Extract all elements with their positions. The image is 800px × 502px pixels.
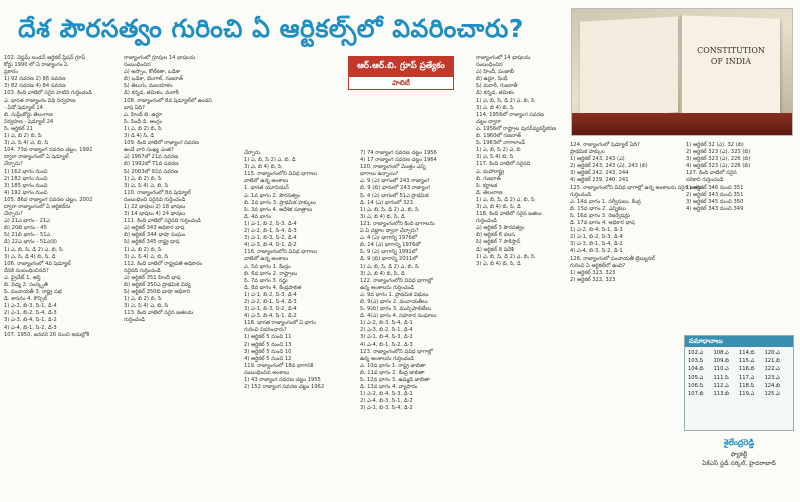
question-line: కోర్టు 1990 లో ఏ రాజ్యాంగం ఏ bbox=[4, 62, 68, 69]
question-line: డి. 17వ భాగం 4. అధికార భాష bbox=[570, 220, 635, 227]
question-line: 108. రాజ్యాంగంలో 8వ షెడ్యూల్‌లో ఉండని bbox=[124, 97, 212, 104]
question-line: - ఏడో షెడ్యూల్ 14 bbox=[4, 104, 43, 111]
question-line: సి. కర్ణాటక bbox=[476, 182, 498, 189]
question-line: 4) ఆర్టికల్ 343 నుంచి 349 bbox=[686, 205, 744, 212]
question-columns bbox=[4, 55, 566, 500]
question-line: డి. తెలంగాణ bbox=[476, 189, 503, 196]
question-line: 2) ఎ-2, బి-1, సి-4, డి-3 bbox=[244, 228, 297, 235]
question-line: డి) ఆర్టికల్ 8 విదేశీ bbox=[476, 246, 514, 253]
answer-item: 124.బి bbox=[764, 382, 781, 389]
column-2 bbox=[124, 55, 240, 500]
question-line: 113. కింది వాటిలో సరైన జతలను bbox=[124, 310, 194, 317]
question-line: 1. భారత యూనియన్ bbox=[244, 185, 289, 192]
question-line: 111. కింది వాటిలో సరైనది గుర్తించండి bbox=[124, 218, 201, 225]
question-line: 4) ఎ-3, బి-4, సి-1, డి-2 bbox=[244, 313, 297, 320]
author-name: శైలేంద్రరెడ్డి bbox=[723, 438, 755, 447]
question-line: సి. 7వ భాగం 3. రద్దు bbox=[244, 277, 288, 284]
answer-item: 107.బి bbox=[688, 391, 704, 398]
question-line: 2) ఆర్టికల్ 243, 243 (ఎ), 243 (బి) bbox=[570, 163, 648, 170]
question-line: 4) ఆర్టికల్ 239, 240, 241 bbox=[570, 177, 629, 184]
question-line: 106. రాజ్యాంగంలో 4వ షెడ్యూల్ bbox=[4, 260, 71, 267]
question-line: బి. 1960లో గుజరాత్ bbox=[476, 133, 521, 140]
book-cover-base bbox=[572, 113, 792, 135]
author-role: ఫ్యాకల్టీ bbox=[730, 451, 748, 458]
question-line: ఎ. 1956లో రాష్ట్రాల పునర్‌వ్యవస్థీకరణ bbox=[476, 125, 557, 132]
question-line: 7) 74 రాజ్యాంగ సవరణ చట్టం 1956 bbox=[360, 150, 437, 156]
question-line: బి) 20బి భాగం - 45 bbox=[4, 225, 47, 232]
question-line: ఉండే వారి సంఖ్య ఎంత? bbox=[124, 147, 174, 154]
question-line: 2) ఎ-1, బి-2, సి-4, డి-3 bbox=[4, 310, 57, 317]
question-line: 110. రాజ్యాంగంలో 8వ షెడ్యూల్ bbox=[124, 189, 191, 196]
question-line: 1) ఆర్టికల్ 32 (ఎ), 32 (బి) bbox=[686, 142, 744, 148]
question-line: 1) ఎ-2, బి-3, సి-4, డి-1 bbox=[360, 320, 413, 327]
question-line: 3) ఎ-3, బి-1, సి-4, డి-2 bbox=[570, 241, 623, 248]
question-line: 1) ఎ, బి 2) బి, సి bbox=[124, 125, 162, 132]
question-line: సి) తెలుగు, మలయాళం bbox=[124, 83, 173, 90]
question-line: డి. శాసనం 4. కౌన్సిల్ bbox=[4, 296, 48, 303]
question-line: 2) ఆర్టికల్ 5 నుంచి 13 bbox=[244, 341, 292, 348]
question-line: 3) ఎ, సి, డి 4) బి, సి, డి bbox=[4, 253, 56, 260]
answers-box bbox=[684, 335, 794, 431]
question-line: 1) ఎ, బి, సి 2) ఎ, బి bbox=[476, 147, 521, 154]
question-line: 4) ఎ-4, బి-3, సి-2, డి-1 bbox=[570, 248, 623, 255]
question-line: 125. రాజ్యాంగంలోని వివిధ భాగాల్లో ఉన్న అంశాలను సరైన జతలు bbox=[570, 184, 703, 191]
question-line: 103. కింది వాటిలో సరైన వాటిని గుర్తించండి bbox=[4, 90, 92, 97]
question-line: బి) ఉర్దూ, సింధీ bbox=[476, 76, 508, 83]
answer-item: 117.ఎ bbox=[739, 374, 755, 381]
question-line: 4) ఆర్టికల్ 5 నుంచి 12 bbox=[244, 355, 292, 362]
question-line: 3) డి 4) సి, డి bbox=[124, 133, 155, 140]
question-line: 3) ఆర్టికల్ 323 (ఎ), 226 (బి) bbox=[686, 156, 751, 163]
question-line: 1) 92 సవరణ 2) 86 సవరణ bbox=[4, 76, 66, 83]
question-line: 1) ఎ-1, బి-2, సి-3, డి-4 bbox=[244, 291, 297, 298]
question-line: డి) 22ఎ భాగం - 51ఎ(కె) bbox=[4, 239, 57, 246]
question-line: 126. రాజ్యాంగంలో పంచాయతీ ట్రిబ్యునల్ bbox=[570, 255, 655, 262]
answer-item: 125.ఎ bbox=[764, 391, 780, 398]
question-line: 1) ఎ-2, బి-3, సి-1, డి-4 bbox=[4, 303, 57, 310]
question-line: ద్వారా రాజ్యాంగంలో ఏ ఆర్టికల్‌ను bbox=[4, 203, 71, 210]
question-line: ఎ. 9వ భాగం 1. ప్రాథమిక విధులు bbox=[360, 291, 429, 298]
question-line: 1) ఎ-1, బి-2, సి-3, డి-4 bbox=[244, 220, 297, 227]
question-line: 3) ఎ, బి 4) బి, సి, డి bbox=[476, 260, 521, 267]
question-line: బి. 2వ భాగం 3. ప్రాథమిక హక్కులు bbox=[244, 199, 316, 206]
question-line: ఎ. 9 (ఎ) భాగంలో 243 రాజ్యాంగ bbox=[360, 178, 430, 185]
question-line: రాజ్యాంగంలో 14 భాషలను bbox=[476, 55, 531, 61]
article-headline: దేశ పౌరసత్వం గురించి ఏ ఆర్టికల్స్‌లో వివరించారు? bbox=[18, 14, 524, 43]
question-line: 2) ఎ-1, బి-2, సి-3, డి-4 bbox=[570, 234, 623, 241]
question-line: 3) ఆర్టికల్ 5 నుంచి 10 bbox=[244, 348, 292, 355]
right-side-list bbox=[686, 142, 794, 213]
question-line: సి) 21బి భాగం - 51ఎ bbox=[4, 232, 51, 239]
question-line: సరికాని గుర్తించండి bbox=[686, 177, 724, 184]
question-line: సి. సింధీ డి. ఆంగ్లం bbox=[124, 118, 163, 125]
question-line: బి. 15వ భాగం 2. ఎన్నికలు bbox=[570, 205, 626, 212]
question-line: డి. 13వ భాగం 4. వ్యాపారం bbox=[360, 384, 418, 391]
question-line: 124. రాజ్యాంగంలో షెడ్యూల్ ఏది? bbox=[570, 142, 640, 148]
question-line: 3) ఎ, బి 4) బి, సి bbox=[476, 104, 514, 111]
question-line: డి. 4(ఎ) భాగం 4. సహకార సంఘాలు bbox=[360, 313, 437, 320]
question-line: 3) ఎ-1, బి-4, సి-3, డి-2 bbox=[360, 334, 413, 341]
answers-grid bbox=[685, 347, 793, 400]
question-line: ఎ. 14వ భాగం 1. సర్వీసులు, కేంద్ర bbox=[570, 198, 641, 205]
question-line: చేర్చారు? bbox=[4, 211, 23, 218]
question-line: 117. కింది వాటిలో సరైనది bbox=[476, 161, 531, 168]
answer-item: 104.బి bbox=[688, 366, 704, 373]
question-line: 121. రాజ్యాంగంలోని కింది భాగాలను bbox=[360, 220, 435, 227]
question-line: ఎ. 4 (ఎ) భాగాన్ని 1976లో bbox=[360, 235, 418, 242]
question-line: బి) ఆర్టికల్ 350ఎ ప్రాథమిక విద్య bbox=[124, 282, 191, 288]
question-line: గుర్తించండి bbox=[124, 317, 145, 324]
question-line: 1) ఎ, బి, సి, డి 2) ఎ, బి, సి bbox=[360, 263, 419, 270]
question-line: బి. 9(ఎ) భాగం 2. పంచాయతీలు bbox=[360, 298, 428, 305]
question-line: 4) 17 రాజ్యాంగ సవరణ చట్టం 1964 bbox=[360, 157, 437, 164]
question-line: గురించి వివరించారు? bbox=[244, 327, 287, 334]
column-5 bbox=[476, 55, 568, 500]
section-tag-subject: పాలిటీ bbox=[348, 76, 454, 90]
answer-item: 114.బి bbox=[739, 350, 755, 356]
question-line: ఎ) హిందీ, పంజాబీ bbox=[476, 69, 514, 76]
question-line: 2) ఎ-4, బి-3, సి-1, డి-2 bbox=[360, 398, 413, 405]
question-line: 1) ఎ, బి, సి, డి 2) ఎ, బి, సి bbox=[476, 196, 535, 203]
answer-item: 122.ఎ bbox=[764, 366, 780, 373]
answer-item: 115.ఎ bbox=[739, 358, 755, 365]
constitution-book-photo bbox=[571, 8, 793, 136]
answer-item: 102.ఎ bbox=[688, 350, 704, 356]
question-line: 1) 22 భాషలు 2) 18 భాషలు bbox=[124, 203, 186, 210]
book-title-text: CONSTITUTION OF INDIA bbox=[697, 46, 765, 66]
question-line: బి. 6వ భాగం 2. రాష్ట్రాలు bbox=[244, 270, 298, 277]
question-line: 1) ఆర్టికల్ 243, 243 (ఎ) bbox=[570, 156, 625, 163]
question-line: 1) ఎ-2, బి-4, సి-1, డి-3 bbox=[570, 227, 623, 234]
question-line: 1) ఎ, బి, సి, డి 2) ఎ, బి, సి bbox=[476, 97, 535, 104]
question-line: 118. భారత రాజ్యాంగంలో ఏ భాగం bbox=[244, 320, 316, 327]
question-line: 3) ఎ, బి 4) బి, సి, డి bbox=[360, 213, 405, 220]
question-line: బి. విద్య 2. సంస్కృతి bbox=[4, 282, 48, 288]
question-line: 127. కింది వాటిలో సరైన bbox=[686, 170, 737, 177]
question-line: 3) ఎ-3, బి-4, సి-1, డి-2 bbox=[4, 317, 57, 324]
book-left-page bbox=[580, 16, 678, 117]
question-line: ఎ) 21ఎ భాగం - 21ఎ bbox=[4, 218, 50, 225]
question-line: సంబంధించిన bbox=[124, 62, 151, 69]
question-line: సి. 16వ భాగం 3. రిజర్వేషన్లు bbox=[570, 212, 630, 219]
answer-item: 118.సి bbox=[739, 382, 755, 389]
question-line: 1) ఎ, బి, సి, డి 2) ఎ, బి, సి bbox=[4, 246, 63, 253]
question-line: ఎ. భారత రాజ్యాంగం విధి నిర్వహణ bbox=[4, 97, 76, 104]
question-line: సి. 12వ భాగం 3. ఉమ్మడి జాబితా bbox=[360, 377, 430, 383]
question-line: 2) 182 భాగం నుంచి bbox=[4, 175, 48, 182]
question-line: 3) ఎ, సి 4) ఎ, బి, సి bbox=[124, 303, 169, 310]
question-line: 1) ఆర్టికల్ 346 నుంచి 351 bbox=[686, 184, 744, 191]
question-line: బి. సుప్రీంకోర్టు తెలంగాణ bbox=[4, 111, 53, 118]
question-line: 3) 14 భాషలు 4) 24 భాషలు bbox=[124, 211, 186, 218]
question-line: ఎ. 10వ భాగం 1. రాష్ట్ర జాబితా bbox=[360, 362, 426, 369]
question-line: 4) ఆర్టికల్ 323 (ఎ), 226 (బి) bbox=[686, 163, 751, 170]
question-line: భాగాలు ఉన్నాయి? bbox=[360, 171, 399, 178]
question-line: 3) ఎ, సి 4) ఎ, బి, సి bbox=[124, 253, 169, 260]
question-line: ఎ) ఆర్టికల్ 343 అధికార భాష bbox=[124, 225, 185, 232]
question-line: ఉన్న అంశాలను గుర్తించండి bbox=[360, 355, 415, 362]
question-line: డి) కన్నడ, తమిళం, మరాఠీ bbox=[124, 90, 179, 97]
question-line: 1) 43 రాజ్యాంగ సవరణ చట్టం 1955 bbox=[244, 377, 321, 383]
question-line: బి) ఒడిశా, బెంగాల్, గుజరాత్ bbox=[124, 76, 183, 83]
question-line: ఎ. 5వ భాగం 1. కేంద్రం bbox=[244, 263, 291, 270]
question-line: 2) ఆర్టికల్ 343 నుంచి 351 bbox=[686, 191, 744, 198]
question-line: సంబంధించిన అంశాలు bbox=[244, 369, 290, 376]
question-line: బి) 1992లో 71వ సవరణ bbox=[124, 161, 179, 168]
question-line: 4) ఎ-4, బి-1, సి-2, డి-3 bbox=[360, 341, 413, 348]
column-4 bbox=[360, 150, 472, 500]
question-line: 112. కింది వాటిలో రాష్ట్రపతి అధికారం bbox=[124, 260, 203, 267]
question-line: 3) ఎ-1, బి-3, సి-4, డి-2 bbox=[360, 405, 413, 412]
answer-item: 110.ఎ bbox=[713, 366, 729, 373]
answers-heading: సమాధానాలు bbox=[685, 336, 793, 347]
column-3 bbox=[244, 150, 356, 500]
question-line: ఎ) 1967లో 21వ సవరణ bbox=[124, 154, 179, 161]
question-line: 105. 86వ రాజ్యాంగ సవరణ చట్టం, 2002 bbox=[4, 196, 93, 203]
answer-item: 105.ఎ bbox=[688, 374, 704, 381]
question-line: బి) ఆర్టికల్ 6 వలస bbox=[476, 232, 515, 239]
question-line: 2) ఆర్టికల్ 322, 323 bbox=[570, 276, 616, 283]
question-line: గురించి ఏ ఆర్టికల్‌లో ఉంది? bbox=[570, 262, 626, 269]
question-line: ఎ) ఆర్టికల్ 351 హిందీ భాష bbox=[124, 274, 181, 281]
question-line: ఎ. 1వ భాగం 2. పౌరసత్వం bbox=[244, 192, 300, 199]
answer-item: 120.ఎ bbox=[764, 350, 780, 356]
question-line: 1) ఆర్టికల్ 5 నుంచి 11 bbox=[244, 334, 292, 341]
question-line: 1) ఎ, బి 2) బి, సి bbox=[124, 175, 162, 182]
question-line: చేర్చారు. bbox=[244, 150, 262, 156]
question-line: ప్రాథమిక హక్కుల bbox=[570, 149, 605, 156]
question-line: 3) ఎ, సి 4) బి, సి bbox=[476, 154, 514, 161]
question-line: 1) ఎ, బి 2) బి, సి bbox=[124, 296, 162, 303]
question-line: ఏ ఏ చట్టాల ద్వారా చేర్చారు? bbox=[360, 228, 419, 235]
question-line: 102. వెస్టమ్ లండన్ ఆర్టికల్ స్లేషన్ గ్రూప్ bbox=[4, 55, 86, 61]
question-line: 1) ఆర్టికల్ 323, 323 bbox=[570, 269, 616, 276]
question-line: 1) ఎ, బి, సి, డి 2) ఎ, బి, సి bbox=[360, 206, 419, 213]
question-line: సి) మరాఠీ, గుజరాతీ bbox=[476, 83, 518, 90]
question-line: 2) ఎ-3, బి-2, సి-1, డి-4 bbox=[360, 327, 413, 334]
question-line: 3) ఎ-1, బి-3, సి-2, డి-4 bbox=[244, 306, 297, 313]
question-line: గుర్తించండి bbox=[476, 218, 497, 225]
question-line: 118. కింది వాటిలో సరైన జతలు bbox=[476, 211, 542, 218]
question-line: 120. రాజ్యాంగంలో మొత్తం ఎన్ని bbox=[360, 164, 426, 171]
question-line: డి. 9 (బి) భాగాన్ని 2011లో bbox=[360, 256, 418, 263]
question-line: సి. పంచాయతీ 3. రాష్ట్ర సభ bbox=[4, 289, 62, 296]
answer-item: 106.సి bbox=[688, 382, 704, 389]
section-tag-title: ఆర్.ఆర్.బి. గ్రూప్ ప్రత్యేకం bbox=[348, 56, 454, 76]
question-line: ఎ. హిందీ బి. ఉర్దూ bbox=[124, 111, 163, 118]
question-line: వాటిలో ఉన్న అంశాలు bbox=[244, 256, 289, 263]
question-line: 115. రాజ్యాంగంలోని వివిధ భాగాలు bbox=[244, 171, 318, 178]
question-line: సి. ఆర్టికల్ 21 bbox=[4, 125, 33, 132]
question-line: 1) ఎ, బి 2) బి, సి bbox=[4, 133, 42, 140]
question-line: 1) 162 భాగం నుంచి bbox=[4, 168, 48, 175]
answer-item: 111.సి bbox=[713, 374, 729, 381]
answer-item: 109.బి bbox=[713, 358, 730, 365]
question-line: 119. రాజ్యాంగంలో 18వ భాగానికి bbox=[244, 362, 314, 369]
question-line: 3) ఎ, బి 4) బి, సి, డి bbox=[476, 203, 521, 210]
question-line: 1) ఎ, బి, సి 2) ఎ, బి, డి bbox=[244, 157, 296, 164]
question-line: 3) ఎ, సి 4) ఎ, బి, సి bbox=[4, 140, 49, 147]
question-line: నిర్వహణ - షెడ్యూల్ 24 bbox=[4, 118, 54, 125]
question-line: డి) కన్నడ, తమిళం bbox=[476, 90, 515, 97]
question-line: సరైనది గుర్తించండి bbox=[124, 267, 161, 274]
question-line: 109. కింది వాటిలో రాజ్యాంగ సవరణ bbox=[124, 140, 199, 147]
question-line: ఎ) అస్సాం, కోల్‌కతా, ఒడిశా bbox=[124, 69, 181, 76]
question-line: వాటిలో ఉన్న అంశాలు bbox=[244, 178, 289, 185]
question-line: 3) ఆర్టికల్ 242, 243, 244 bbox=[570, 170, 629, 177]
question-line: ఎ) ఆర్టికల్ 5 పౌరసత్వం bbox=[476, 225, 525, 232]
question-line: 2) ఎ-2, బి-1, సి-4, డి-3 bbox=[244, 298, 297, 305]
question-line: సి. 3వ భాగం 4. ఆదేశిక సూత్రాలు bbox=[244, 206, 313, 213]
question-line: దేనికి సంబంధించినది? bbox=[4, 267, 49, 274]
question-line: రాజ్యాంగంలో గ్రూపుల 14 భాషలను bbox=[124, 55, 196, 61]
question-line: డి. 8వ భాగం 4. కేంద్రపాలిత bbox=[244, 284, 302, 291]
question-line: డి. 14 (ఎ) భాగంలో 323 bbox=[360, 199, 413, 206]
question-line: 1) ఎ, బి, సి, డి 2) ఎ, బి, సి bbox=[476, 253, 535, 260]
question-line: బి. గుజరాత్ bbox=[476, 175, 501, 182]
answer-item: 108.ఎ bbox=[713, 350, 729, 356]
question-line: ప్రకారం bbox=[4, 69, 18, 76]
author-org: ఏకేఎస్ స్టడీ సర్కిల్, హైదరాబాద్ bbox=[702, 460, 776, 467]
question-line: 3) ఎ, సి 4) ఎ, బి, సి bbox=[124, 182, 169, 189]
question-line: 104. 73వ రాజ్యాంగ సవరణ చట్టం, 1992 bbox=[4, 147, 93, 154]
answer-item: 116.బి bbox=[739, 366, 755, 373]
question-line: 4) ఎ-3, బి-4, సి-1, డి-2 bbox=[244, 242, 297, 249]
question-line: సి) 2003లో 92వ సవరణ bbox=[124, 168, 179, 175]
right-question-list bbox=[570, 142, 703, 284]
question-line: సి) ఆర్టికల్ 350బి భాషా అధికారి bbox=[124, 289, 190, 296]
question-line: ద్వారా రాజ్యాంగంలో ఏ షెడ్యూల్ bbox=[4, 154, 69, 161]
question-line: సి. 9(బి) భాగం 3. మున్సిపాలిటీలు bbox=[360, 306, 432, 313]
author-credit bbox=[684, 436, 794, 494]
answer-item: 113.బి bbox=[713, 391, 730, 398]
question-line: 107. 1950, జనవరి 26 నుంచి అమల్లోకి bbox=[4, 331, 90, 338]
question-line: 4) ఎ-4, బి-1, సి-2, డి-3 bbox=[4, 324, 57, 331]
question-line: 2) 152 రాజ్యాంగ సవరణ చట్టం 1962 bbox=[244, 384, 325, 391]
answer-item: 121.బి bbox=[764, 358, 781, 365]
question-line: 2) ఆర్టికల్ 323 (ఎ), 323 (బి) bbox=[686, 149, 751, 156]
question-line: 3) ఎ-1, బి-3, సి-2, డి-4 bbox=[244, 235, 297, 242]
question-line: గుర్తించండి bbox=[570, 191, 591, 198]
answer-item: 112.ఎ bbox=[713, 382, 729, 389]
question-line: 122. రాజ్యాంగంలోని వివిధ భాగాల్లో bbox=[360, 277, 433, 284]
question-line: 3) 185 భాగం నుంచి bbox=[4, 182, 48, 189]
question-line: 1) ఎ, బి 2) బి, సి bbox=[124, 246, 162, 253]
question-line: డి. 4వ భాగం bbox=[244, 213, 271, 220]
answer-item: 103.సి bbox=[688, 358, 704, 365]
question-line: 3) ఎ, బి 4) బి, సి, డి bbox=[360, 270, 405, 277]
question-line: ఎ. మహారాష్ట్ర bbox=[476, 168, 505, 175]
question-line: భాష ఏది? bbox=[124, 104, 145, 111]
question-line: సి. 9 (ఎ) భాగాన్ని 1992లో bbox=[360, 249, 418, 256]
question-line: సంబంధించిన bbox=[476, 62, 503, 69]
question-line: 3) ఆర్టికల్ 345 నుంచి 350 bbox=[686, 198, 744, 205]
question-line: బి. 14 (ఎ) భాగాన్ని 1976లో bbox=[360, 242, 421, 249]
question-line: సి. 1963లో నాగాలాండ్ bbox=[476, 140, 526, 147]
question-line: చేర్చారు? bbox=[4, 161, 23, 168]
question-line: ఉన్న అంశాలను గుర్తించండి bbox=[360, 284, 415, 291]
question-line: 116. రాజ్యాంగంలోని వివిధ భాగాలు bbox=[244, 249, 318, 256]
question-line: ఎ. ప్రైవేట్ 1. ఆస్తి bbox=[4, 274, 41, 281]
question-line: 3) ఎ, బి 4) బి, సి bbox=[244, 164, 282, 171]
question-line: చట్టం ద్వారా bbox=[476, 118, 501, 125]
question-line: బి. 11వ భాగం 2. కేంద్ర జాబితా bbox=[360, 369, 425, 376]
question-line: 3) 82 సవరణ 4) 84 సవరణ bbox=[4, 83, 66, 90]
question-line: సి) ఆర్టికల్ 7 పాకిస్తాన్ bbox=[476, 239, 521, 246]
question-line: 114. 1956లో రాజ్యాంగ సవరణ bbox=[476, 111, 544, 118]
question-line: సి. 4 (ఎ) భాగంలో 51ఎ ప్రాథమిక bbox=[360, 192, 429, 199]
answer-item: 123.ఎ bbox=[764, 374, 780, 381]
question-line: 1) ఎ-2, బి-4, సి-3, డి-1 bbox=[360, 391, 413, 398]
question-line: 4) 192 భాగం నుంచి bbox=[4, 189, 48, 196]
question-line: బి. 9 (బి) భాగంలో 243 రాజ్యాంగ bbox=[360, 185, 430, 192]
question-line: సి) ఆర్టికల్ 345 రాష్ట్ర భాష bbox=[124, 239, 180, 246]
question-line: బి) ఆర్టికల్ 344 భాషా సంఘం bbox=[124, 232, 186, 239]
column-1 bbox=[4, 55, 120, 500]
question-line: సంబంధించి సరైనవి గుర్తించండి bbox=[124, 196, 186, 203]
answer-item: 119.ఎ bbox=[739, 391, 755, 398]
question-line: 123. రాజ్యాంగంలోని వివిధ భాగాల్లో bbox=[360, 348, 433, 355]
